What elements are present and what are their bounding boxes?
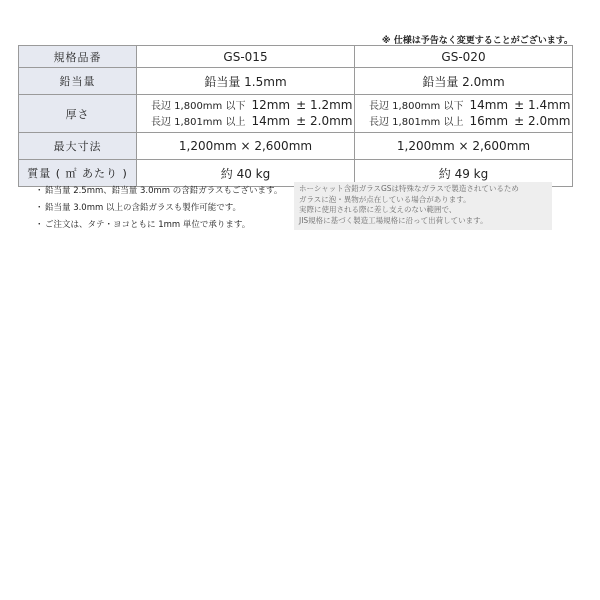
cell-maxsize-gs020: 1,200mm × 2,600mm [355,133,573,160]
header-model-gs015: GS-015 [137,46,355,68]
header-label-model: 規格品番 [19,46,137,68]
cell-mass-gs020: 約 49 kg [355,160,573,187]
table-row-thickness [19,95,573,133]
table-row-max-size [19,133,573,160]
cell-lead-gs015: 鉛当量 1.5mm [137,68,355,95]
info-line: 実際に使用される際に差し支えのない範囲で、 [299,205,457,214]
info-line: JIS規格に基づく製造工場規格に沿って出荷しています。 [299,215,488,225]
list-item: ・鉛当量 2.5mm、鉛当量 3.0mm の含鉛ガラスもございます。 [35,186,283,196]
cell-maxsize-gs015: 1,200mm × 2,600mm [137,133,355,160]
row-label-thickness: 厚さ [19,95,137,133]
thickness-line: 長辺 1,800mm 以下 12mm ± 1.2mm [151,97,353,112]
row-label-mass: 質量 ( ㎡ あたり ) [19,160,137,187]
table-row-lead-equivalent [19,68,573,95]
notes-list [35,184,282,235]
info-line: ホーシャット含鉛ガラスGSは特殊なガラスで製造されているため [299,184,519,193]
spec-change-notice: ※ 仕様は予告なく変更することがございます。 [381,36,573,46]
cell-thickness-gs020 [355,95,573,133]
info-line: ガラスに泡・異物が点在している場合があります。 [299,194,471,204]
list-item: ・鉛当量 3.0mm 以上の含鉛ガラスも製作可能です。 [35,203,242,213]
spec-table [18,45,573,187]
row-label-lead-equivalent: 鉛当量 [19,68,137,95]
cell-lead-gs020: 鉛当量 2.0mm [355,68,573,95]
row-label-max-size: 最大寸法 [19,133,137,160]
header-model-gs020: GS-020 [355,46,573,68]
cell-mass-gs015: 約 40 kg [137,160,355,187]
thickness-line: 長辺 1,801mm 以上 14mm ± 2.0mm [151,113,353,128]
cell-thickness-gs015 [137,95,355,133]
table-header-row [19,46,573,68]
list-item: ・ご注文は、タテ・ヨコともに 1mm 単位で承ります。 [35,220,251,230]
thickness-line: 長辺 1,800mm 以下 14mm ± 1.4mm [369,97,571,112]
glass-quality-info-box [294,182,552,230]
thickness-line: 長辺 1,801mm 以上 16mm ± 2.0mm [369,113,571,128]
